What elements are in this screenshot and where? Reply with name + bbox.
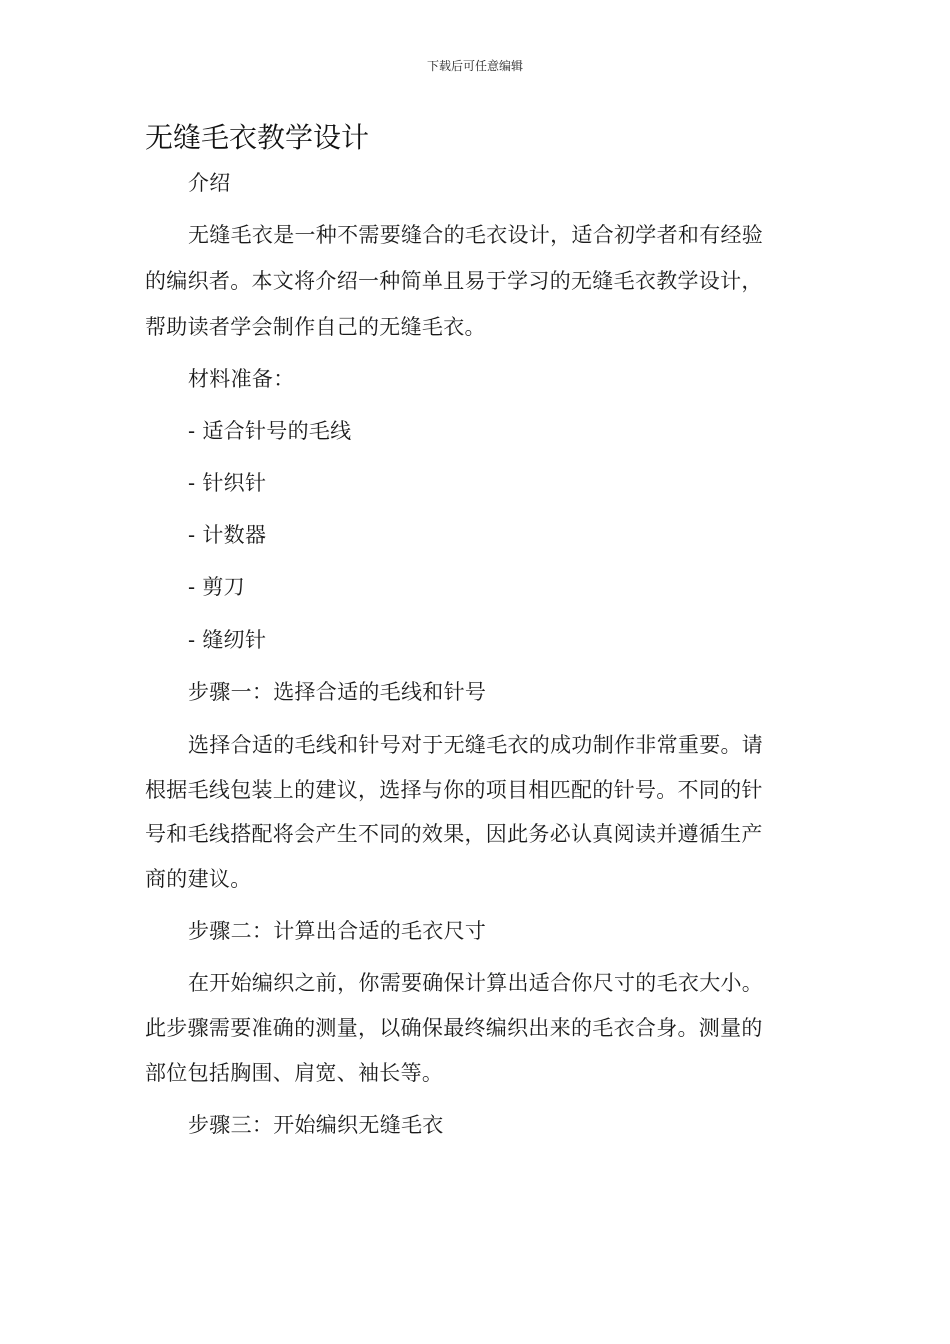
list-item: - 适合针号的毛线 [188,419,352,443]
paragraph-line: 此步骤需要准确的测量，以确保最终编织出来的毛衣合身。测量的 [145,1016,763,1040]
paragraph-line: 根据毛线包装上的建议，选择与你的项目相匹配的针号。不同的针 [145,778,763,802]
list-item: - 剪刀 [188,575,245,599]
page-header-note: 下载后可任意编辑 [426,59,523,73]
paragraph-line: 在开始编织之前，你需要确保计算出适合你尺寸的毛衣大小。 [188,971,764,995]
paragraph-line: 商的建议。 [145,867,252,891]
section-heading-intro: 介绍 [188,171,231,195]
document-title: 无缝毛衣教学设计 [145,121,370,154]
paragraph-line: 号和毛线搭配将会产生不同的效果，因此务必认真阅读并遵循生产 [145,822,763,846]
paragraph-line: 选择合适的毛线和针号对于无缝毛衣的成功制作非常重要。请 [188,733,764,757]
section-heading-step3: 步骤三：开始编织无缝毛衣 [188,1113,444,1137]
paragraph-line: 部位包括胸围、肩宽、袖长等。 [145,1061,444,1085]
section-heading-materials: 材料准备： [188,367,295,391]
paragraph-line: 的编织者。本文将介绍一种简单且易于学习的无缝毛衣教学设计， [145,269,763,293]
paragraph-line: 无缝毛衣是一种不需要缝合的毛衣设计，适合初学者和有经验 [188,223,764,247]
list-item: - 计数器 [188,523,267,547]
list-item: - 针织针 [188,471,267,495]
list-item: - 缝纫针 [188,628,267,652]
section-heading-step1: 步骤一：选择合适的毛线和针号 [188,680,487,704]
paragraph-line: 帮助读者学会制作自己的无缝毛衣。 [145,315,486,339]
section-heading-step2: 步骤二：计算出合适的毛衣尺寸 [188,919,487,943]
